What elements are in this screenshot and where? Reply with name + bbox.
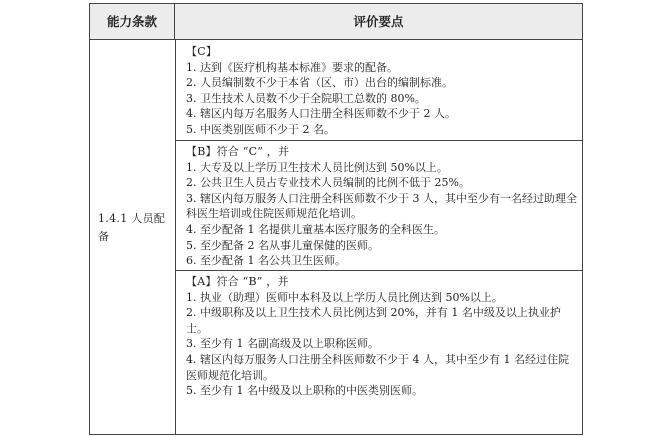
- grade-c-section: [176, 41, 582, 141]
- grade-c-item-3: 3. 卫生技术人员数不少于全院职工总数的 80%。: [186, 91, 426, 105]
- header-evaluation-points: 评价要点: [353, 14, 404, 29]
- table-header-row: [90, 4, 582, 40]
- grade-a-section: [176, 270, 582, 434]
- grade-c-item-1: 1. 达到《医疗机构基本标准》要求的配备。: [186, 60, 398, 74]
- clause-cell: [90, 40, 175, 434]
- grade-c-item-4: 4. 辖区内每万名服务人口注册全科医师数不少于 2 人。: [186, 107, 456, 121]
- grade-a-item-3: 3. 至少有 1 名副高级及以上职称医师。: [186, 337, 379, 351]
- grade-b-label: 【B】符合 “C” ，并: [186, 145, 290, 158]
- grade-a-item-1: 1. 执业（助理）医师中本科及以上学历人员比例达到 50%以上。: [186, 290, 503, 304]
- grade-b-section: [176, 140, 582, 270]
- clause-label: 1.4.1 人员配备: [98, 212, 166, 243]
- grade-c-item-2: 2. 人员编制数不少于本省（区、市）出台的编制标准。: [186, 76, 453, 90]
- grade-c-label: 【C】: [186, 45, 218, 58]
- evaluation-table: [89, 3, 583, 435]
- grade-a-label: 【A】符合 “B” ，并: [186, 275, 289, 288]
- header-capability-clause: 能力条款: [90, 4, 175, 40]
- grade-b-item-1: 1. 大专及以上学历卫生技术人员比例达到 50%以上。: [186, 160, 448, 174]
- grade-b-item-2: 2. 公共卫生人员占专业技术人员编制的比例不低于 25%。: [186, 176, 470, 190]
- grade-b-item-6: 6. 至少配备 1 名公共卫生医师。: [186, 254, 346, 268]
- grade-a-item-2: 2. 中级职称及以上卫生技术人员比例达到 20%，并有 1 名中级及以上执业护士。: [186, 306, 561, 335]
- grade-b-item-4: 4. 至少配备 1 名提供儿童基本医疗服务的全科医生。: [186, 222, 445, 236]
- grade-c-item-5: 5. 中医类别医师不少于 2 名。: [186, 122, 335, 136]
- grade-b-item-5: 5. 至少配备 2 名从事儿童保健的医师。: [186, 238, 379, 252]
- grade-b-item-3: 3. 辖区内每万服务人口注册全科医师数不少于 3 人，其中至少有一名经过助理全科医生培训或住院医师规范化培训。: [186, 191, 577, 221]
- grade-a-item-4: 4. 辖区内每万服务人口注册全科医师数不少于 4 人，其中至少有 1 名经过住院医师规范化培训。: [186, 352, 569, 382]
- grade-a-item-5: 5. 至少有 1 名中级及以上职称的中医类别医师。: [186, 384, 423, 398]
